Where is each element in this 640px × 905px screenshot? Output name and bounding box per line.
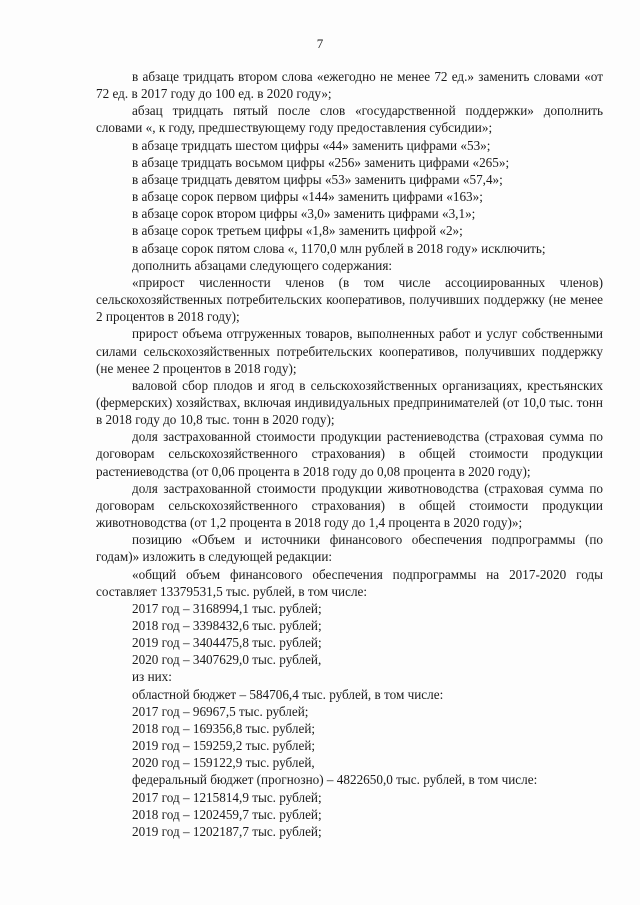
paragraph: 2018 год – 1202459,7 тыс. рублей;: [132, 806, 322, 822]
paragraph: 2018 год – 169356,8 тыс. рублей;: [132, 720, 316, 736]
paragraph: 2019 год – 1202187,7 тыс. рублей;: [132, 823, 322, 839]
paragraph: прирост объема отгруженных товаров, выполненных работ и услуг собственными силами сельскохозяйственных потребительских кооперативов, получивших поддержку (не менее 2 процентов в 2018 году);: [96, 326, 603, 376]
document-body: [96, 68, 603, 840]
paragraph: 2018 год – 3398432,6 тыс. рублей;: [132, 618, 322, 633]
paragraph: в абзаце сорок первом цифры «144» заменить цифрами «163»;: [132, 189, 483, 205]
paragraph: валовой сбор плодов и ягод в сельскохозяйственных организациях, крестьянских (фермерских) хозяйствах, включая индивидуальных предпринимателей (от 10,0 тыс. тонн в 2018 году до 10,8 тыс. тонн в 2020 году);: [96, 377, 603, 428]
paragraph: областной бюджет – 584706,4 тыс. рублей, в том числе:: [132, 686, 444, 702]
paragraph: в абзаце тридцать шестом цифры «44» заменить цифрами «53»;: [132, 137, 491, 153]
paragraph: позицию «Объем и источники финансового обеспечения подпрограммы (по годам)» изложить в следующей редакции:: [96, 532, 603, 565]
paragraph: «прирост численности членов (в том числе ассоциированных членов) сельскохозяйственных потребительских кооперативов, получивших поддержку (не менее 2 процентов в 2018 году);: [96, 274, 603, 325]
paragraph: в абзаце тридцать втором слова «ежегодно не менее 72 ед.» заменить словами «от 72 ед. в 2017 году до 100 ед. в 2020 году»;: [96, 69, 603, 102]
paragraph: в абзаце сорок втором цифры «3,0» заменить цифрами «3,1»;: [132, 206, 476, 222]
paragraph: 2020 год – 159122,9 тыс. рублей,: [132, 755, 315, 771]
paragraph: доля застрахованной стоимости продукции растениеводства (страховая сумма по договорам сельскохозяйственного страхования) в общей стоимости продукции растениеводства (от 0,06 процента в 2018 году до 0,08 процента в 2020 году);: [96, 429, 603, 479]
paragraph: 2019 год – 159259,2 тыс. рублей;: [132, 738, 316, 754]
paragraph: в абзаце сорок пятом слова «, 1170,0 млн рублей в 2018 году» исключить;: [132, 240, 546, 256]
paragraph: в абзаце сорок третьем цифры «1,8» заменить цифрой «2»;: [132, 223, 463, 239]
paragraph: федеральный бюджет (прогнозно) – 4822650,0 тыс. рублей, в том числе:: [132, 772, 538, 788]
paragraph: 2017 год – 1215814,9 тыс. рублей;: [132, 789, 322, 805]
paragraph: 2017 год – 3168994,1 тыс. рублей;: [132, 600, 322, 616]
paragraph: из них:: [132, 669, 172, 685]
paragraph: доля застрахованной стоимости продукции животноводства (страховая сумма по договорам сельскохозяйственного страхования) в общей стоимости продукции животноводства (от 1,2 процента в 2018 году до 1,4 процента в 2020 году)»;: [96, 480, 603, 531]
paragraph: в абзаце тридцать девятом цифры «53» заменить цифрами «57,4»;: [132, 171, 503, 187]
paragraph: «общий объем финансового обеспечения подпрограммы на 2017-2020 годы составляет 13379531,5 тыс. рублей, в том числе:: [96, 566, 603, 599]
paragraph: 2020 год – 3407629,0 тыс. рублей,: [132, 652, 322, 668]
paragraph: абзац тридцать пятый после слов «государственной поддержки» дополнить словами «, к году, предшествующему году предоставления субсидии»;: [96, 103, 603, 136]
paragraph: дополнить абзацами следующего содержания:: [132, 257, 393, 273]
paragraph: в абзаце тридцать восьмом цифры «256» заменить цифрами «265»;: [132, 154, 510, 170]
paragraph: 2019 год – 3404475,8 тыс. рублей;: [132, 635, 322, 651]
paragraph: 2017 год – 96967,5 тыс. рублей;: [132, 703, 309, 719]
page-number: 7: [316, 36, 324, 51]
